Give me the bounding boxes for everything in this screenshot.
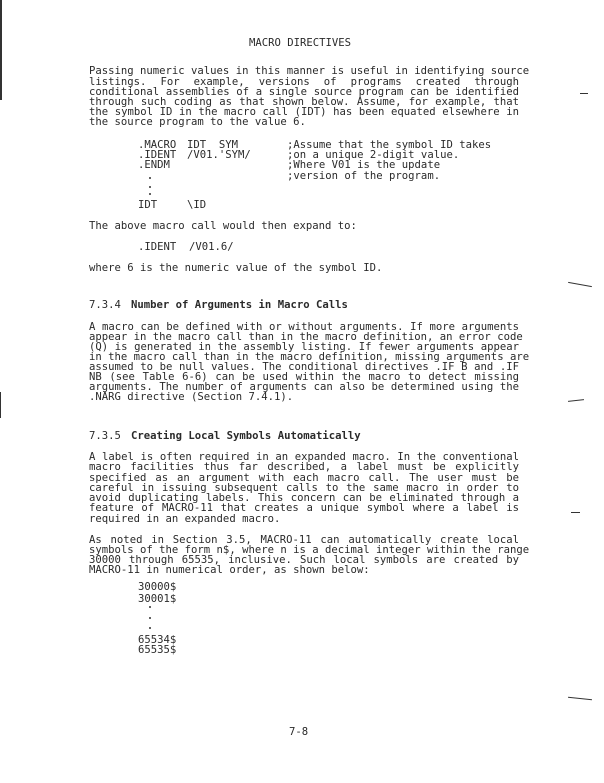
page-title: MACRO DIRECTIVES	[249, 37, 352, 49]
section-number: 7.3.5	[89, 430, 121, 442]
text-line: symbols of the form n$, where n is a decimal integer within the range	[89, 544, 530, 556]
code-arg: IDT SYM	[187, 139, 239, 151]
code-op: .IDENT	[138, 149, 177, 161]
text-line: assumed to be null values. The conditional directives .IF B and .IF	[89, 361, 519, 373]
code-comment: ;version of the program.	[287, 170, 441, 182]
code-arg: /V01.'SYM/	[187, 149, 251, 161]
left-margin-tick	[0, 392, 1, 418]
text-line: the symbol ID in the macro call (IDT) has been equated elsewhere in	[89, 106, 519, 118]
text-line: in the macro call than in the macro definition, missing arguments are	[89, 351, 530, 363]
text-line: careful in issuing subsequent calls to the same macro in order to	[89, 482, 519, 494]
symbol-entry: 30000$	[138, 581, 177, 593]
ellipsis-dot	[149, 606, 151, 608]
where-text: where 6 is the numeric value of the symbol ID.	[89, 262, 383, 274]
ellipsis-dot	[149, 617, 151, 619]
expand-text: The above macro call would then expand to:	[89, 220, 357, 232]
text-line: appear in the macro call than in the macro definition, an error code	[89, 331, 523, 343]
ellipsis-dot	[149, 627, 151, 629]
text-line: Passing numeric values in this manner is useful in identifying source	[89, 65, 530, 77]
text-line: avoid duplicating labels. This concern can be eliminated through a	[89, 492, 519, 504]
code-comment: ;on a unique 2-digit value.	[287, 149, 460, 161]
right-margin-mark	[580, 93, 588, 94]
text-line: As noted in Section 3.5, MACRO-11 can automatically create local	[89, 534, 519, 546]
text-line: NB (see Table 6-6) can be used within the macro to detect missing	[89, 371, 519, 383]
section-number: 7.3.4	[89, 299, 121, 311]
expand-code: .IDENT /V01.6/	[138, 241, 234, 253]
left-margin-bar	[0, 0, 2, 100]
text-line: feature of MACRO-11 that creates a unique symbol where a label is	[89, 502, 519, 514]
section-title: Creating Local Symbols Automatically	[131, 430, 361, 442]
right-margin-mark	[571, 512, 580, 513]
text-line: MACRO-11 in numerical order, as shown below:	[89, 564, 370, 576]
text-line: A label is often required in an expanded macro. In the conventional	[89, 451, 519, 463]
page-number: 7-8	[289, 726, 309, 738]
text-line: A macro can be defined with or without arguments. If more arguments	[89, 321, 519, 333]
text-line: specified as an argument with each macro call. The user must be	[89, 472, 519, 484]
text-line: listings. For example, versions of programs created through	[89, 76, 519, 88]
symbol-entry: 65534$	[138, 634, 177, 646]
right-margin-mark	[568, 399, 584, 402]
code-call: IDT	[138, 199, 158, 211]
section-title: Number of Arguments in Macro Calls	[131, 299, 348, 311]
text-line: macro facilities thus far described, a label must be explicitly	[89, 461, 519, 473]
symbol-entry: 30001$	[138, 593, 177, 605]
text-line: (Q) is generated in the assembly listing. If fewer arguments appear	[89, 341, 519, 353]
code-op: .MACRO	[138, 139, 177, 151]
ellipsis-dot	[149, 186, 151, 188]
code-comment: ;Where V01 is the update	[287, 159, 441, 171]
ellipsis-dot	[149, 177, 151, 179]
text-line: arguments. The number of arguments can also be determined using the	[89, 381, 519, 393]
text-line: required in an expanded macro.	[89, 513, 281, 525]
code-comment: ;Assume that the symbol ID takes	[287, 139, 492, 151]
text-line: conditional assemblies of a single source program can be identified	[89, 86, 519, 98]
text-line: through such coding as that shown below. Assume, for example, that	[89, 96, 519, 108]
text-line: .NARG directive (Section 7.4.1).	[89, 391, 294, 403]
right-margin-mark	[568, 282, 592, 287]
right-margin-mark	[568, 697, 592, 701]
code-op: .ENDM	[138, 159, 170, 171]
code-call-arg: \ID	[187, 199, 207, 211]
text-line: 30000 through 65535, inclusive. Such local symbols are created by	[89, 554, 519, 566]
symbol-entry: 65535$	[138, 644, 177, 656]
ellipsis-dot	[149, 193, 151, 195]
text-line: the source program to the value 6.	[89, 116, 306, 128]
